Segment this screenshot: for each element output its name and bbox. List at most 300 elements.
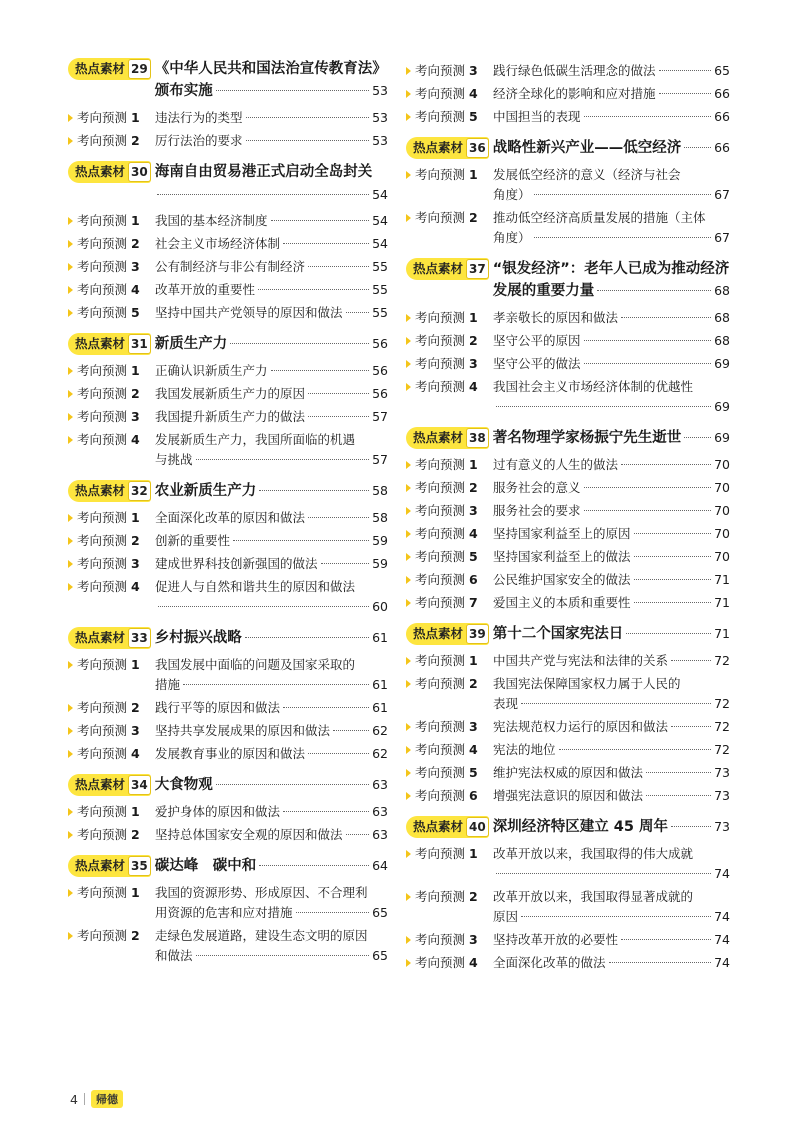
prediction-prefix: 考向预测	[415, 167, 469, 182]
prediction-number: 4	[468, 526, 478, 541]
topic-badge	[406, 427, 489, 449]
bullet-marker-icon	[406, 530, 411, 538]
topic-title	[493, 427, 730, 449]
prediction-label	[77, 430, 155, 450]
toc-entry[interactable]	[68, 655, 388, 675]
leader-dots	[259, 855, 369, 866]
prediction-number: 5	[468, 765, 478, 780]
topic-heading[interactable]	[68, 774, 388, 796]
bullet-marker-icon	[406, 507, 411, 515]
topic-badge	[68, 627, 151, 649]
badge-label: 热点素材	[75, 61, 126, 76]
page-number: 73	[714, 765, 730, 780]
leader-dots	[246, 107, 370, 118]
bullet-marker-icon	[68, 750, 73, 758]
leader-dots	[283, 801, 369, 812]
badge-number: 29	[128, 59, 151, 79]
entry-title: 全面深化改革的原因和做法	[155, 510, 306, 525]
prediction-prefix: 考向预测	[415, 333, 469, 348]
toc-entry[interactable]	[68, 926, 388, 946]
prediction-number: 1	[468, 653, 478, 668]
prediction-label	[77, 744, 155, 764]
toc-entry[interactable]	[406, 501, 730, 521]
leader-dots	[659, 60, 712, 71]
page-number: 4	[70, 1091, 78, 1107]
leader-dots	[646, 762, 711, 773]
toc-entry[interactable]	[68, 825, 388, 845]
leader-dots	[271, 210, 370, 221]
toc-entry[interactable]	[406, 208, 730, 228]
prediction-prefix: 考向预测	[77, 579, 131, 594]
prediction-prefix: 考向预测	[415, 788, 469, 803]
prediction-label	[415, 208, 493, 228]
entry-title: 创新的重要性	[155, 533, 231, 548]
entry-title: 我国提升新质生产力的做法	[155, 409, 306, 424]
page-footer	[70, 1090, 123, 1108]
badge-label: 热点素材	[75, 858, 126, 873]
page-number: 66	[714, 140, 730, 155]
page-number: 74	[714, 909, 730, 924]
entry-title: 促进人与自然和谐共生的原因和做法	[155, 579, 356, 594]
prediction-prefix: 考向预测	[415, 955, 469, 970]
topic-title	[155, 855, 388, 877]
bullet-marker-icon	[68, 583, 73, 591]
prediction-number: 1	[130, 510, 140, 525]
toc-entry[interactable]	[68, 675, 388, 695]
bullet-marker-icon	[68, 727, 73, 735]
topic-section	[406, 623, 730, 806]
leader-dots	[271, 360, 370, 371]
topic-title-text: 海南自由贸易港正式启动全岛封关	[154, 164, 373, 180]
toc-entry[interactable]	[406, 674, 730, 694]
prediction-label	[77, 131, 155, 151]
toc-entry[interactable]	[68, 407, 388, 427]
toc-entry[interactable]	[68, 508, 388, 528]
toc-entry[interactable]	[406, 740, 730, 760]
entry-title: 厉行法治的要求	[155, 133, 243, 148]
bullet-marker-icon	[68, 808, 73, 816]
page-number: 68	[714, 283, 730, 298]
bullet-marker-icon	[406, 383, 411, 391]
bullet-marker-icon	[68, 661, 73, 669]
topic-title-text: 战略性新兴产业——低空经济	[492, 140, 682, 156]
prediction-label	[415, 84, 493, 104]
toc-entry[interactable]	[68, 131, 388, 151]
topic-heading[interactable]	[406, 816, 730, 838]
bullet-marker-icon	[406, 850, 411, 858]
toc-entry[interactable]	[406, 887, 730, 907]
badge-label: 热点素材	[413, 819, 464, 834]
topic-badge	[68, 333, 151, 355]
toc-entry[interactable]	[406, 844, 730, 864]
topic-heading[interactable]	[406, 623, 730, 645]
toc-entry[interactable]	[68, 883, 388, 903]
topic-heading[interactable]	[68, 333, 388, 355]
prediction-number: 3	[468, 932, 478, 947]
page-number: 61	[372, 677, 388, 692]
page-number: 65	[372, 905, 388, 920]
leader-dots	[346, 824, 370, 835]
toc-entry[interactable]	[406, 524, 730, 544]
prediction-prefix: 考向预测	[415, 742, 469, 757]
toc-entry[interactable]	[68, 531, 388, 551]
prediction-prefix: 考向预测	[77, 133, 131, 148]
entry-title: 改革开放以来，我国取得的伟大成就	[493, 846, 694, 861]
prediction-number: 4	[130, 746, 140, 761]
toc-entry[interactable]	[68, 211, 388, 231]
bullet-marker-icon	[406, 461, 411, 469]
prediction-number: 4	[468, 86, 478, 101]
leader-dots	[534, 184, 712, 195]
leader-dots	[559, 739, 712, 750]
leader-dots	[646, 785, 711, 796]
entry-title: 与挑战	[155, 452, 193, 467]
topic-title-line	[155, 480, 388, 502]
bullet-marker-icon	[68, 537, 73, 545]
toc-entry[interactable]	[68, 108, 388, 128]
topic-title-line	[155, 774, 388, 796]
topic-title-text: 碳达峰 碳中和	[154, 858, 257, 874]
prediction-number: 3	[468, 356, 478, 371]
entry-title: 服务社会的意义	[493, 480, 581, 495]
toc-entry[interactable]	[406, 786, 730, 806]
toc-entry[interactable]	[406, 570, 730, 590]
topic-badge	[68, 480, 151, 502]
toc-entry[interactable]	[68, 234, 388, 254]
topic-heading[interactable]	[406, 258, 730, 302]
topic-title-text: 《中华人民共和国法治宣传教育法》	[154, 61, 387, 77]
toc-entry[interactable]	[406, 455, 730, 475]
leader-dots	[496, 863, 711, 874]
topic-title-line	[155, 855, 388, 877]
leader-dots	[196, 945, 370, 956]
toc-entry[interactable]	[68, 577, 388, 597]
badge-number: 39	[466, 624, 489, 644]
prediction-number: 2	[468, 210, 478, 225]
toc-entry[interactable]	[68, 257, 388, 277]
prediction-prefix: 考向预测	[77, 746, 131, 761]
toc-entry[interactable]	[68, 361, 388, 381]
page-number: 71	[714, 595, 730, 610]
toc-entry[interactable]	[406, 61, 730, 81]
entry-title: 社会主义市场经济体制	[155, 236, 281, 251]
toc-entry[interactable]	[68, 721, 388, 741]
page-number: 69	[714, 430, 730, 445]
topic-heading[interactable]	[406, 427, 730, 449]
entry-title: 角度）	[493, 230, 531, 245]
toc-entry[interactable]	[406, 930, 730, 950]
page-number: 56	[372, 336, 388, 351]
prediction-prefix: 考向预测	[77, 657, 131, 672]
entry-title: 我国的基本经济制度	[155, 213, 268, 228]
toc-entry[interactable]	[406, 228, 730, 248]
entry-title: 公有制经济与非公有制经济	[155, 259, 306, 274]
toc-entry[interactable]	[406, 907, 730, 927]
entry-title: 正确认识新质生产力	[155, 363, 268, 378]
leader-dots	[308, 256, 369, 267]
badge-number: 40	[466, 817, 489, 837]
prediction-number: 3	[468, 63, 478, 78]
badge-number: 37	[466, 259, 489, 279]
leader-dots	[283, 697, 369, 708]
toc-entry[interactable]	[68, 802, 388, 822]
prediction-label	[77, 802, 155, 822]
topic-heading[interactable]	[68, 480, 388, 502]
leader-dots	[671, 716, 711, 727]
prediction-label	[77, 407, 155, 427]
topic-title-line	[493, 137, 730, 159]
topic-title	[493, 258, 730, 302]
entry-title: 全面深化改革的做法	[493, 955, 606, 970]
prediction-label	[415, 524, 493, 544]
badge-label: 热点素材	[75, 630, 126, 645]
prediction-prefix: 考向预测	[415, 765, 469, 780]
toc-entry[interactable]	[406, 165, 730, 185]
prediction-prefix: 考向预测	[77, 700, 131, 715]
entry-title: 过有意义的人生的做法	[493, 457, 619, 472]
page-number: 63	[372, 777, 388, 792]
entry-title: 坚持共享发展成果的原因和做法	[155, 723, 331, 738]
prediction-number: 1	[468, 167, 478, 182]
topic-title-line	[493, 258, 730, 280]
toc-entry[interactable]	[68, 554, 388, 574]
topic-title	[155, 480, 388, 502]
leader-dots	[584, 330, 712, 341]
leader-dots	[158, 596, 369, 607]
prediction-prefix: 考向预测	[415, 63, 469, 78]
prediction-prefix: 考向预测	[77, 213, 131, 228]
toc-entry[interactable]	[68, 698, 388, 718]
topic-title-text: 农业新质生产力	[154, 483, 257, 499]
page-number: 53	[372, 83, 388, 98]
prediction-prefix: 考向预测	[415, 480, 469, 495]
topic-section	[406, 258, 730, 417]
topic-page-line	[68, 185, 388, 205]
bullet-marker-icon	[406, 792, 411, 800]
badge-number: 38	[466, 428, 489, 448]
prediction-label	[77, 384, 155, 404]
leader-dots	[157, 184, 369, 195]
prediction-prefix: 考向预测	[415, 932, 469, 947]
prediction-label	[415, 651, 493, 671]
toc-entry[interactable]	[68, 430, 388, 450]
topic-title-text: 第十二个国家宪法日	[492, 626, 624, 642]
bullet-marker-icon	[406, 314, 411, 322]
bullet-marker-icon	[68, 263, 73, 271]
toc-entry[interactable]	[406, 717, 730, 737]
toc-entry[interactable]	[406, 185, 730, 205]
topic-section	[68, 58, 388, 151]
page-number: 67	[714, 187, 730, 202]
page-number: 65	[372, 948, 388, 963]
prediction-label	[77, 554, 155, 574]
page-number: 72	[714, 653, 730, 668]
toc-entry[interactable]	[406, 593, 730, 613]
entry-title: 坚守公平的做法	[493, 356, 581, 371]
leader-dots	[308, 383, 369, 394]
prediction-number: 5	[468, 109, 478, 124]
toc-entry[interactable]	[68, 450, 388, 470]
leader-dots	[621, 307, 711, 318]
prediction-number: 6	[468, 572, 478, 587]
prediction-prefix: 考向预测	[77, 110, 131, 125]
topic-section	[68, 480, 388, 617]
topic-heading[interactable]	[68, 627, 388, 649]
prediction-number: 1	[468, 846, 478, 861]
prediction-prefix: 考向预测	[77, 804, 131, 819]
leader-dots	[634, 523, 712, 534]
bullet-marker-icon	[406, 576, 411, 584]
entry-title: 坚持中国共产党领导的原因和做法	[155, 305, 343, 320]
prediction-label	[77, 280, 155, 300]
topic-heading[interactable]	[68, 161, 388, 183]
toc-entry[interactable]	[406, 953, 730, 973]
page-number: 55	[372, 305, 388, 320]
page-number: 72	[714, 742, 730, 757]
page-number: 71	[714, 572, 730, 587]
bullet-marker-icon	[406, 337, 411, 345]
topic-heading[interactable]	[68, 58, 388, 102]
entry-title: 孝亲敬长的原因和做法	[493, 310, 619, 325]
leader-dots	[621, 929, 711, 940]
bullet-marker-icon	[68, 309, 73, 317]
prediction-prefix: 考向预测	[77, 259, 131, 274]
entry-title: 践行绿色低碳生活理念的做法	[493, 63, 656, 78]
leader-dots	[233, 530, 369, 541]
bullet-marker-icon	[68, 560, 73, 568]
toc-entry[interactable]	[68, 280, 388, 300]
topic-title	[493, 137, 730, 159]
prediction-prefix: 考向预测	[415, 379, 469, 394]
toc-entry[interactable]	[406, 107, 730, 127]
prediction-label	[77, 361, 155, 381]
toc-entry[interactable]	[68, 744, 388, 764]
prediction-prefix: 考向预测	[77, 363, 131, 378]
page-number: 56	[372, 386, 388, 401]
bullet-marker-icon	[406, 67, 411, 75]
page-number: 74	[714, 932, 730, 947]
bullet-marker-icon	[68, 932, 73, 940]
toc-entry[interactable]	[406, 651, 730, 671]
prediction-prefix: 考向预测	[77, 510, 131, 525]
toc-entry[interactable]	[406, 354, 730, 374]
toc-entry[interactable]	[406, 478, 730, 498]
page-number: 57	[372, 452, 388, 467]
toc-entry[interactable]	[406, 763, 730, 783]
bullet-marker-icon	[68, 514, 73, 522]
prediction-number: 1	[468, 457, 478, 472]
entry-title: 角度）	[493, 187, 531, 202]
prediction-label	[415, 547, 493, 567]
toc-entry[interactable]	[406, 331, 730, 351]
toc-entry[interactable]	[68, 384, 388, 404]
leader-dots	[521, 906, 711, 917]
prediction-label	[415, 786, 493, 806]
toc-entry[interactable]	[68, 303, 388, 323]
topic-title	[155, 333, 388, 355]
toc-entry[interactable]	[406, 694, 730, 714]
page-number: 60	[372, 599, 388, 614]
entry-title: 发展教育事业的原因和做法	[155, 746, 306, 761]
bullet-marker-icon	[68, 137, 73, 145]
page-number: 62	[372, 746, 388, 761]
bullet-marker-icon	[406, 214, 411, 222]
bullet-marker-icon	[406, 553, 411, 561]
topic-title-text: 著名物理学家杨振宁先生逝世	[492, 430, 682, 446]
bullet-marker-icon	[68, 240, 73, 248]
prediction-label	[415, 331, 493, 351]
prediction-prefix: 考向预测	[77, 723, 131, 738]
prediction-label	[77, 257, 155, 277]
toc-entry[interactable]	[406, 547, 730, 567]
toc-entry[interactable]	[68, 946, 388, 966]
prediction-label	[77, 698, 155, 718]
toc-entry[interactable]	[406, 84, 730, 104]
toc-entry[interactable]	[406, 377, 730, 397]
topic-heading[interactable]	[406, 137, 730, 159]
topic-title-text: 颁布实施	[154, 83, 213, 99]
prediction-prefix: 考向预测	[415, 457, 469, 472]
bullet-marker-icon	[406, 936, 411, 944]
toc-entry[interactable]	[406, 308, 730, 328]
leader-dots	[584, 353, 712, 364]
prediction-prefix: 考向预测	[415, 210, 469, 225]
leader-dots	[183, 674, 369, 685]
page-number: 53	[372, 110, 388, 125]
prediction-number: 2	[468, 889, 478, 904]
prediction-number: 4	[468, 955, 478, 970]
bullet-marker-icon	[406, 599, 411, 607]
bullet-marker-icon	[68, 889, 73, 897]
prediction-label	[77, 508, 155, 528]
entry-title: 建成世界科技创新强国的做法	[155, 556, 318, 571]
leader-dots	[259, 480, 369, 491]
page-number: 69	[714, 399, 730, 414]
page-number: 59	[372, 533, 388, 548]
badge-number: 33	[128, 628, 151, 648]
prediction-number: 1	[468, 310, 478, 325]
leader-dots	[534, 227, 712, 238]
toc-entry[interactable]	[68, 903, 388, 923]
page-number: 73	[714, 819, 730, 834]
leader-dots	[346, 302, 370, 313]
prediction-number: 2	[130, 827, 140, 842]
prediction-prefix: 考向预测	[415, 526, 469, 541]
prediction-label	[415, 953, 493, 973]
prediction-prefix: 考向预测	[77, 885, 131, 900]
entry-title: 公民维护国家安全的做法	[493, 572, 631, 587]
bullet-marker-icon	[68, 831, 73, 839]
badge-label: 热点素材	[413, 626, 464, 641]
badge-label: 热点素材	[413, 140, 464, 155]
prediction-label	[415, 674, 493, 694]
prediction-prefix: 考向预测	[77, 305, 131, 320]
topic-badge	[68, 58, 151, 80]
leader-dots	[584, 500, 712, 511]
page-number: 70	[714, 457, 730, 472]
entry-title: 践行平等的原因和做法	[155, 700, 281, 715]
topic-title-line	[493, 623, 730, 645]
toc-entry-page	[68, 597, 388, 617]
entry-title: 我国宪法保障国家权力属于人民的	[493, 676, 681, 691]
topic-heading[interactable]	[68, 855, 388, 877]
prediction-label	[415, 165, 493, 185]
page-number: 62	[372, 723, 388, 738]
prediction-number: 3	[130, 259, 140, 274]
topic-title-line	[493, 816, 730, 838]
badge-number: 31	[128, 334, 151, 354]
prediction-prefix: 考向预测	[415, 356, 469, 371]
